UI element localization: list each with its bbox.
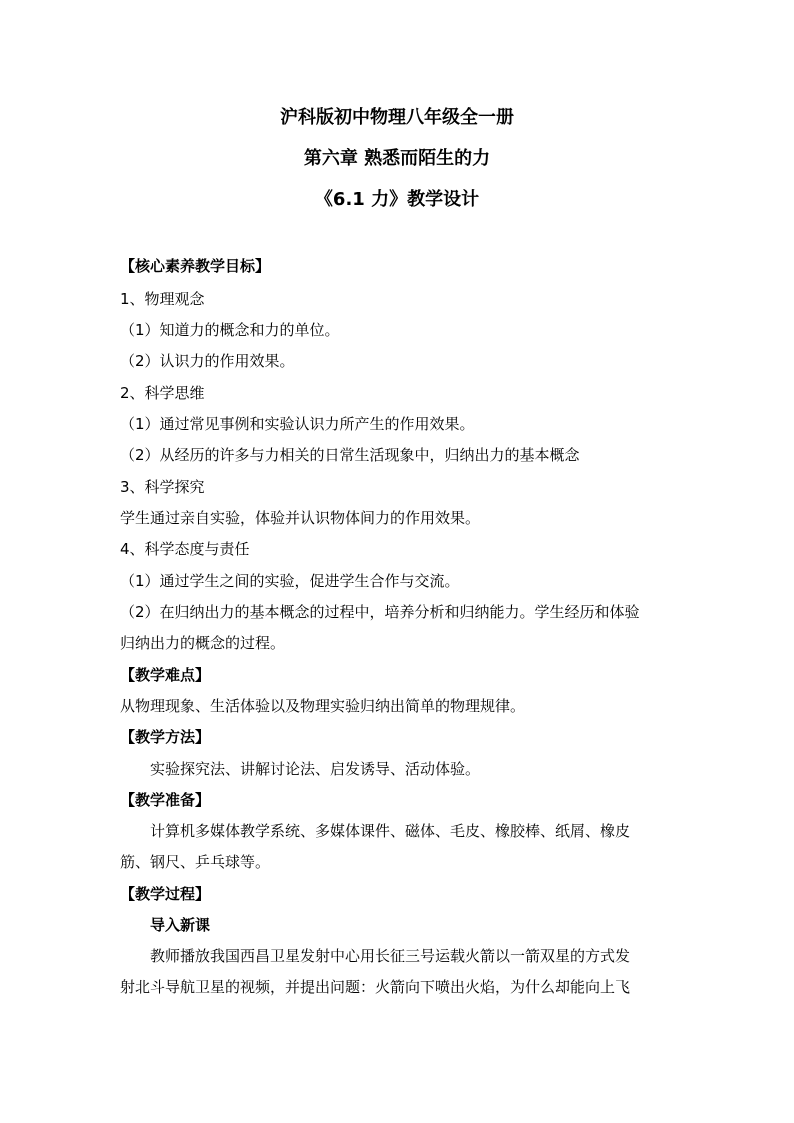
difficulty-text: 从物理现象、生活体验以及物理实验归纳出简单的物理规律。 <box>120 697 526 715</box>
intro-heading: 导入新课 <box>150 916 211 934</box>
intro-text-line2: 射北斗导航卫星的视频，并提出问题：火箭向下喷出火焰，为什么却能向上飞 <box>120 978 631 996</box>
goal4-item1: （1）通过学生之间的实验，促进学生合作与交流。 <box>120 572 460 590</box>
goal1-title: 1、物理观念 <box>120 290 205 308</box>
prep-text-line1: 计算机多媒体教学系统、多媒体课件、磁体、毛皮、橡胶棒、纸屑、橡皮 <box>150 822 631 840</box>
goal4-title: 4、科学态度与责任 <box>120 540 250 558</box>
method-heading: 【教学方法】 <box>120 728 211 746</box>
goal2-title: 2、科学思维 <box>120 384 205 402</box>
goal3-title: 3、科学探究 <box>120 478 205 496</box>
chapter-title: 第六章 熟悉而陌生的力 <box>303 148 491 169</box>
process-heading: 【教学过程】 <box>120 885 211 903</box>
goal3-text: 学生通过亲自实验，体验并认识物体间力的作用效果。 <box>120 509 481 527</box>
goal1-item2: （2）认识力的作用效果。 <box>120 352 295 370</box>
goal1-item1: （1）知道力的概念和力的单位。 <box>120 321 340 339</box>
goal2-item1: （1）通过常见事例和实验认识力所产生的作用效果。 <box>120 415 475 433</box>
prep-text-line2: 筋、钢尺、乒乓球等。 <box>120 853 271 871</box>
lesson-title: 《6.1 力》教学设计 <box>314 189 480 210</box>
difficulty-heading: 【教学难点】 <box>120 666 211 684</box>
intro-text-line1: 教师播放我国西昌卫星发射中心用长征三号运载火箭以一箭双星的方式发 <box>150 947 631 965</box>
goals-heading: 【核心素养教学目标】 <box>120 257 271 275</box>
prep-heading: 【教学准备】 <box>120 791 211 809</box>
goal4-item2-line1: （2）在归纳出力的基本概念的过程中，培养分析和归纳能力。学生经历和体验 <box>120 603 640 621</box>
doc-title: 沪科版初中物理八年级全一册 <box>280 107 514 128</box>
goal2-item2: （2）从经历的许多与力相关的日常生活现象中，归纳出力的基本概念 <box>120 446 580 464</box>
goal4-item2-line2: 归纳出力的概念的过程。 <box>120 634 286 652</box>
method-text: 实验探究法、讲解讨论法、启发诱导、活动体验。 <box>150 760 481 778</box>
